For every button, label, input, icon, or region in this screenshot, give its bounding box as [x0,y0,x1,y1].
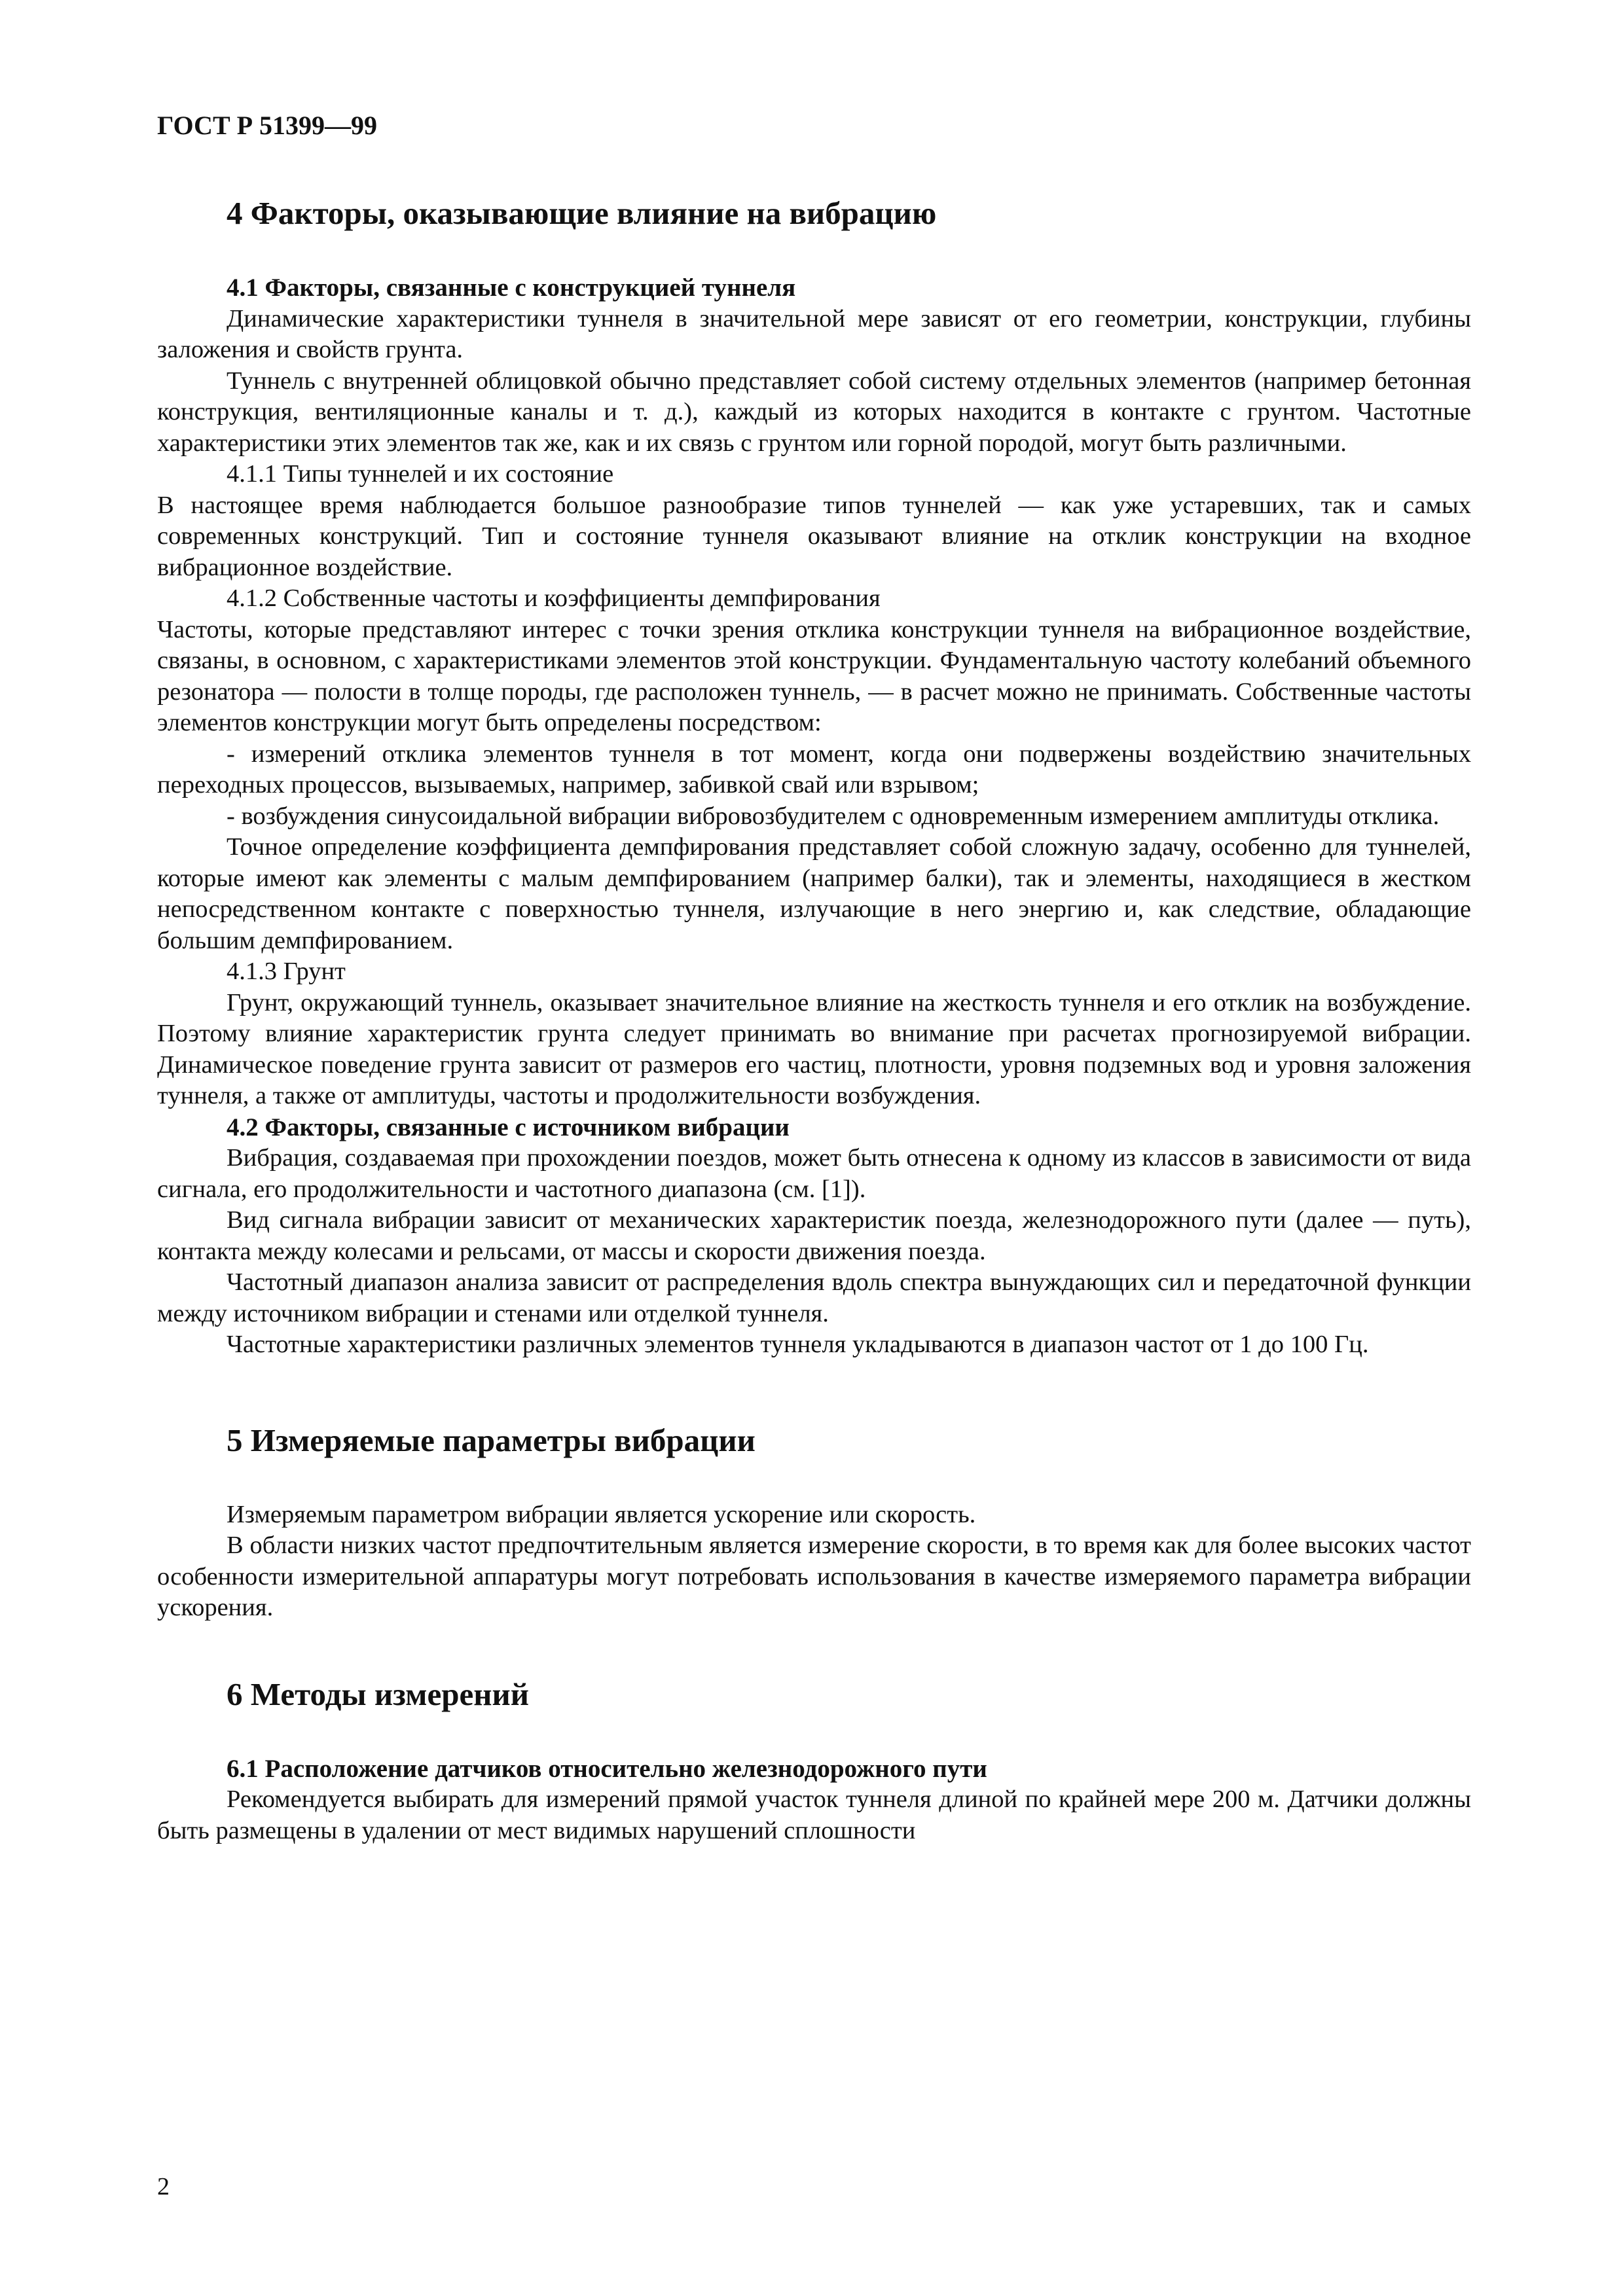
section-5-title: 5 Измеряемые параметры вибрации [227,1422,756,1458]
subsection-4-1-1-title: 4.1.1 Типы туннелей и их состояние [227,460,614,488]
paragraph: Вибрация, создаваемая при прохождении поездов, может быть отнесена к одному из классов в зависимости от вида сигнала, его продолжительности и частотного диапазона (см. [1]). [157,1144,1471,1203]
paragraph: Частоты, которые представляют интерес с точки зрения отклика конструкции туннеля на вибрационное воздействие, связаны, в основном, с характеристиками элементов этой конструкции. Фундаментальную частоту колебаний объемного резонатора — полости в толще породы, где расположен туннель, — в расчет можно не принимать. Собственные частоты элементов конструкции могут быть определены посредством: [157,615,1471,736]
subsection-4-1-3-title: 4.1.3 Грунт [227,958,346,985]
subsection-6-1-title: 6.1 Расположение датчиков относительно железнодорожного пути [227,1754,987,1783]
paragraph: Туннель с внутренней облицовкой обычно представляет собой систему отдельных элементов (например бетонная конструкция, вентиляционные каналы и т. д.), каждый из которых находится в контакте с грунтом. Частотные характеристики этих элементов так же, как и их связь с грунтом или горной породой, могут быть различными. [157,367,1471,457]
paragraph: Измеряемым параметром вибрации является ускорение или скорость. [227,1500,976,1528]
list-item: - измерений отклика элементов туннеля в тот момент, когда они подвержены воздействию значительных переходных процессов, вызываемых, например, забивкой свай или взрывом; [157,740,1471,798]
document-id: ГОСТ Р 51399—99 [157,111,378,140]
paragraph: Вид сигнала вибрации зависит от механических характеристик поезда, железнодорожного пути (далее — путь), контакта между колесами и рельсами, от массы и скорости движения поезда. [157,1206,1471,1265]
paragraph: Динамические характеристики туннеля в значительной мере зависят от его геометрии, конструкции, глубины заложения и свойств грунта. [157,304,1471,363]
subsection-4-2-title: 4.2 Факторы, связанные с источником вибрации [227,1113,790,1141]
paragraph: Точное определение коэффициента демпфирования представляет собой сложную задачу, особенно для туннелей, которые имеют как элементы с малым демпфированием (например балки), так и элементы, находящиеся в жестком непосредственном контакте с поверхностью туннеля, излучающие в него энергию и, как следствие, обладающие большим демпфированием. [157,833,1471,954]
section-6-title: 6 Методы измерений [227,1676,529,1712]
subsection-4-1-2-title: 4.1.2 Собственные частоты и коэффициенты демпфирования [227,584,881,612]
paragraph: Частотные характеристики различных элементов туннеля укладываются в диапазон частот от 1 до 100 Гц. [227,1331,1369,1358]
paragraph: Рекомендуется выбирать для измерений прямой участок туннеля длиной по крайней мере 200 м. Датчики должны быть размещены в удалении от мест видимых нарушений сплошности [157,1785,1471,1844]
section-4-title: 4 Факторы, оказывающие влияние на вибрацию [227,195,937,231]
list-item: - возбуждения синусоидальной вибрации вибровозбудителем с одновременным измерением амплитуды отклика. [227,802,1440,830]
page-number: 2 [157,2173,170,2200]
subsection-4-1-title: 4.1 Факторы, связанные с конструкцией туннеля [227,274,796,302]
paragraph: Частотный диапазон анализа зависит от распределения вдоль спектра вынуждающих сил и передаточной функции между источником вибрации и стенами или отделкой туннеля. [157,1268,1471,1327]
paragraph: В настоящее время наблюдается большое разнообразие типов туннелей — как уже устаревших, так и самых современных конструкций. Тип и состояние туннеля оказывают влияние на отклик конструкции на входное вибрационное воздействие. [157,491,1471,581]
paragraph: В области низких частот предпочтительным является измерение скорости, в то время как для более высоких частот особенности измерительной аппаратуры могут потребовать использования в качестве измеряемого параметра вибрации ускорения. [157,1532,1471,1621]
paragraph: Грунт, окружающий туннель, оказывает значительное влияние на жесткость туннеля и его отклик на возбуждение. Поэтому влияние характеристик грунта следует принимать во внимание при расчетах прогнозируемой вибрации. Динамическое поведение грунта зависит от размеров его частиц, плотности, уровня подземных вод и уровня заложения туннеля, а также от амплитуды, частоты и продолжительности возбуждения. [157,988,1471,1109]
